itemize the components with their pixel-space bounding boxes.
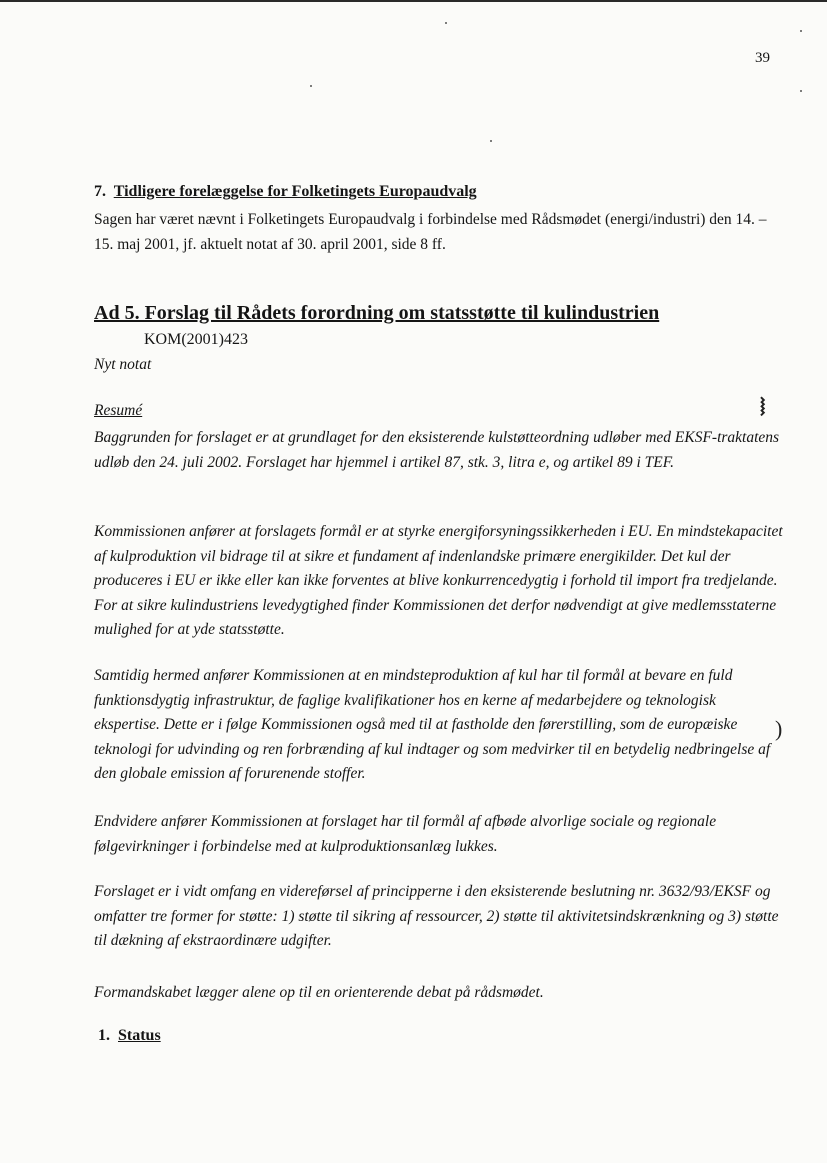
status-title: Status bbox=[118, 1027, 161, 1044]
scan-speck bbox=[800, 30, 802, 32]
document-reference: KOM(2001)423 bbox=[144, 331, 248, 348]
paragraph-social-effects: Endvidere anfører Kommissionen at forslaget har til formål af afbøde alvorlige sociale og regionale følgevirkninger i forbindelse med at kulproduktionsanlæg lukkes. bbox=[94, 813, 717, 855]
nyt-notat-label: Nyt notat bbox=[94, 356, 152, 373]
scan-speck bbox=[800, 90, 802, 92]
scan-speck bbox=[310, 85, 312, 87]
margin-bracket-mark: ⧘ bbox=[760, 392, 766, 421]
scan-speck bbox=[490, 140, 492, 142]
section-7-heading bbox=[94, 183, 774, 201]
resume-label: Resumé bbox=[94, 402, 143, 419]
section-7-number: 7. bbox=[94, 183, 106, 200]
section-7-body: Sagen har været nævnt i Folketingets Europaudvalg i forbindelse med Rådsmødet (energi/industri) den 14. – 15. maj 2001, jf. aktuelt notat af 30. april 2001, side 8 ff. bbox=[94, 211, 767, 253]
margin-bracket-mark: ) bbox=[775, 716, 783, 741]
paragraph-continuation: Forslaget er i vidt omfang en videreførsel af principperne i den eksisterende beslutning nr. 3632/93/EKSF og omfatter tre former for støtte: 1) støtte til sikring af ressourcer, 2) støtte til aktivitetsindskrænkning og 3) støtte til dækning af ekstraordinære udgifter. bbox=[94, 883, 779, 949]
status-heading bbox=[98, 1027, 161, 1045]
top-rule bbox=[0, 0, 827, 2]
page-number: 39 bbox=[755, 50, 770, 66]
section-7-title: Tidligere forelæggelse for Folketingets Europaudvalg bbox=[113, 183, 477, 200]
paragraph-minimum-production: Samtidig hermed anfører Kommissionen at en mindsteproduktion af kul har til formål at bevare en fuld funktionsdygtig infrastruktur, de faglige kvalifikationer hos en kerne af medarbejdere og teknologisk ekspertise. Dette er i følge Kommissionen også med til at fastholde den førerstilling, som de europæiske teknologi for udvinding og ren forbrænding af kul indtager og som medvirker til en betydelig nedbringelse af den globale emission af forurenende stoffer. bbox=[94, 667, 771, 782]
status-number: 1. bbox=[98, 1027, 110, 1044]
paragraph-presidency: Formandskabet lægger alene op til en orienterende debat på rådsmødet. bbox=[94, 984, 544, 1001]
main-heading: Ad 5. Forslag til Rådets forordning om statsstøtte til kulindustrien bbox=[94, 302, 660, 324]
paragraph-purpose: Kommissionen anfører at forslagets formål er at styrke energiforsyningssikkerheden i EU. En mindstekapacitet af kulproduktion vil bidrage til at sikre et fundament af indenlandske primære energikilder. Det kul der produceres i EU er ikke eller kan ikke forventes at blive konkurrencedygtig i forhold til import fra tredjelande. For at sikre kulindustriens levedygtighed finder Kommissionen det derfor nødvendigt at give medlemsstaterne mulighed for at yde statsstøtte. bbox=[94, 523, 783, 638]
paragraph-background: Baggrunden for forslaget er at grundlaget for den eksisterende kulstøtteordning udløber med EKSF-traktatens udløb den 24. juli 2002. Forslaget har hjemmel i artikel 87, stk. 3, litra e, og artikel 89 i TEF. bbox=[94, 429, 780, 471]
scan-speck bbox=[445, 22, 447, 24]
